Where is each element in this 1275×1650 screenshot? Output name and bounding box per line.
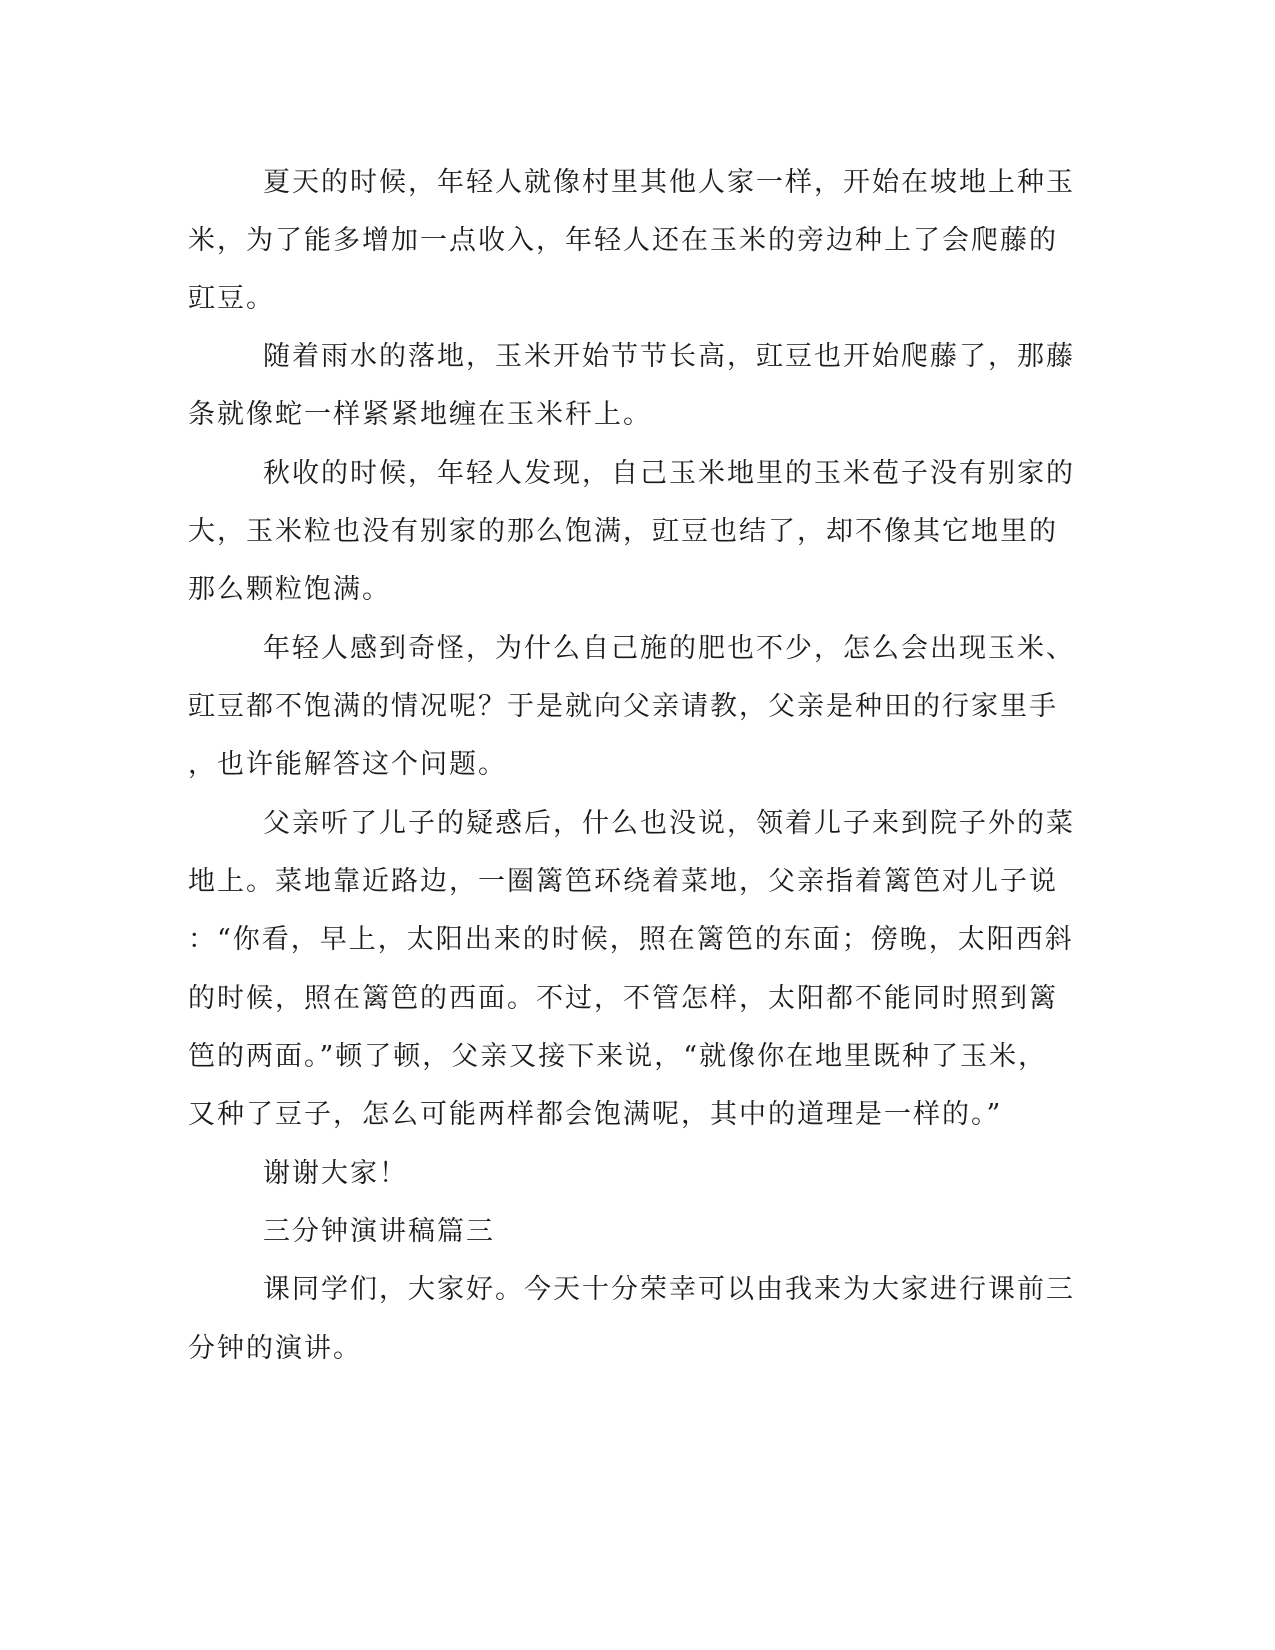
paragraph-line: ，也许能解答这个问题。	[188, 749, 507, 780]
paragraph-line: 父亲听了儿子的疑惑后，什么也没说，领着儿子来到院子外的菜	[263, 808, 1075, 839]
paragraph-line: 米，为了能多增加一点收入，年轻人还在玉米的旁边种上了会爬藤的	[188, 225, 1058, 256]
paragraph-line: 豇豆。	[188, 283, 275, 314]
paragraph-line: 随着雨水的落地，玉米开始节节长高，豇豆也开始爬藤了，那藤	[263, 341, 1075, 372]
paragraph-line: 的时候，照在篱笆的西面。不过，不管怎样，太阳都不能同时照到篱	[188, 983, 1058, 1014]
paragraph-line: 豇豆都不饱满的情况呢？于是就向父亲请教，父亲是种田的行家里手	[188, 691, 1058, 722]
paragraph-line: 课同学们，大家好。今天十分荣幸可以由我来为大家进行课前三	[263, 1274, 1075, 1305]
paragraph-line: 笆的两面。”顿了顿，父亲又接下来说，“就像你在地里既种了玉米，	[188, 1041, 1048, 1072]
closing-line: 谢谢大家！	[263, 1158, 408, 1189]
paragraph-line: 又种了豆子，怎么可能两样都会饱满呢，其中的道理是一样的。”	[188, 1099, 1003, 1130]
paragraph-line: 夏天的时候，年轻人就像村里其他人家一样，开始在坡地上种玉	[263, 167, 1075, 198]
paragraph-line: 分钟的演讲。	[188, 1333, 362, 1364]
paragraph-line: 年轻人感到奇怪，为什么自己施的肥也不少，怎么会出现玉米、	[263, 633, 1075, 664]
section-heading: 三分钟演讲稿篇三	[263, 1216, 495, 1247]
paragraph-line: 地上。菜地靠近路边，一圈篱笆环绕着菜地，父亲指着篱笆对儿子说	[188, 866, 1058, 897]
paragraph-line: 条就像蛇一样紧紧地缠在玉米秆上。	[188, 399, 652, 430]
paragraph-line: ：“你看，早上，太阳出来的时候，照在篱笆的东面；傍晚，太阳西斜	[188, 924, 1074, 955]
paragraph-line: 秋收的时候，年轻人发现，自己玉米地里的玉米苞子没有别家的	[263, 458, 1075, 489]
paragraph-line: 大，玉米粒也没有别家的那么饱满，豇豆也结了，却不像其它地里的	[188, 516, 1058, 547]
paragraph-line: 那么颗粒饱满。	[188, 574, 391, 605]
